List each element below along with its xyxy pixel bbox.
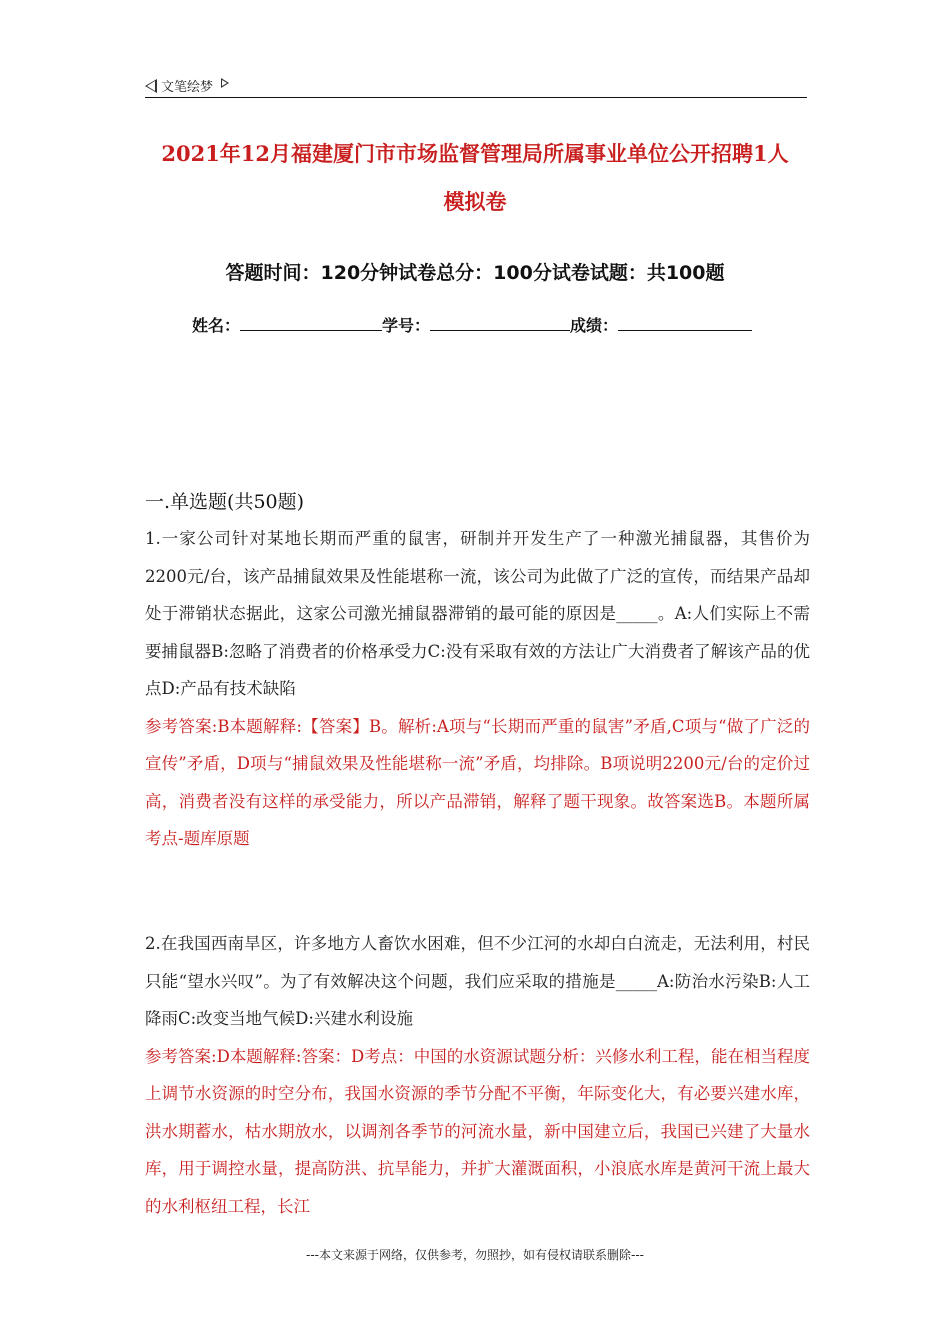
section-title: 一.单选题(共50题) (145, 491, 305, 513)
triangle-left-icon (145, 79, 157, 93)
title-line-2: 模拟卷 (443, 189, 507, 214)
question-answer: 参考答案:D本题解释:答案：D考点：中国的水资源试题分析：兴修水利工程，能在相当程度上调节水资源的时空分布，我国水资源的季节分配不平衡，年际变化大，有必要兴建水库，洪水期蓄水，枯水期放水，以调剂各季节的河流水量，新中国建立后，我国已兴建了大量水库，用于调控水量，提高防洪、抗旱能力，并扩大灌溉面积，小浪底水库是黄河干流上最大的水利枢纽工程，长江 (145, 1046, 810, 1216)
score-blank (618, 314, 752, 331)
question-text: 2.在我国西南旱区，许多地方人畜饮水困难，但不少江河的水却白白流走，无法利用，村民只能“望水兴叹”。为了有效解决这个问题，我们应采取的措施是_____A:防治水污染B:人工降雨C:改变当地气候D:兴建水利设施 (145, 934, 810, 1028)
page-footer: ---本文来源于网络，仅供参考，勿照抄，如有侵权请联系删除--- (306, 1248, 644, 1262)
question-2 (145, 925, 810, 1225)
id-label: 学号： (382, 316, 431, 335)
student-fields (192, 313, 812, 336)
name-label: 姓名： (192, 316, 241, 335)
question-text: 1.一家公司针对某地长期而严重的鼠害，研制并开发生产了一种激光捕鼠器，其售价为2200元/台，该产品捕鼠效果及性能堪称一流，该公司为此做了广泛的宣传，而结果产品却处于滞销状态据此，这家公司激光捕鼠器滞销的最可能的原因是_____。A:人们实际上不需要捕鼠器B:忽略了消费者的价格承受力C:没有采取有效的方法让广大消费者了解该产品的优点D:产品有技术缺陷 (145, 529, 810, 698)
title-line-1: 2021年12月福建厦门市市场监督管理局所属事业单位公开招聘1人 (161, 141, 789, 166)
page-header (145, 76, 807, 98)
header-brand: 文笔绘梦 (161, 80, 214, 95)
document-title (130, 130, 820, 226)
score-label: 成绩： (570, 316, 619, 335)
name-blank (240, 314, 382, 331)
exam-meta: 答题时间：120分钟试卷总分：100分试卷试题：共100题 (225, 262, 725, 284)
question-1 (145, 520, 810, 858)
triangle-right-icon (221, 78, 229, 88)
question-answer: 参考答案:B本题解释:【答案】B。解析:A项与“长期而严重的鼠害”矛盾,C项与“做了广泛的宣传”矛盾，D项与“捕鼠效果及性能堪称一流”矛盾，均排除。B项说明2200元/台的定价过高，消费者没有这样的承受能力，所以产品滞销，解释了题干现象。故答案选B。本题所属考点-题库原题 (145, 716, 810, 848)
id-blank (430, 314, 570, 331)
header-divider (145, 97, 807, 98)
